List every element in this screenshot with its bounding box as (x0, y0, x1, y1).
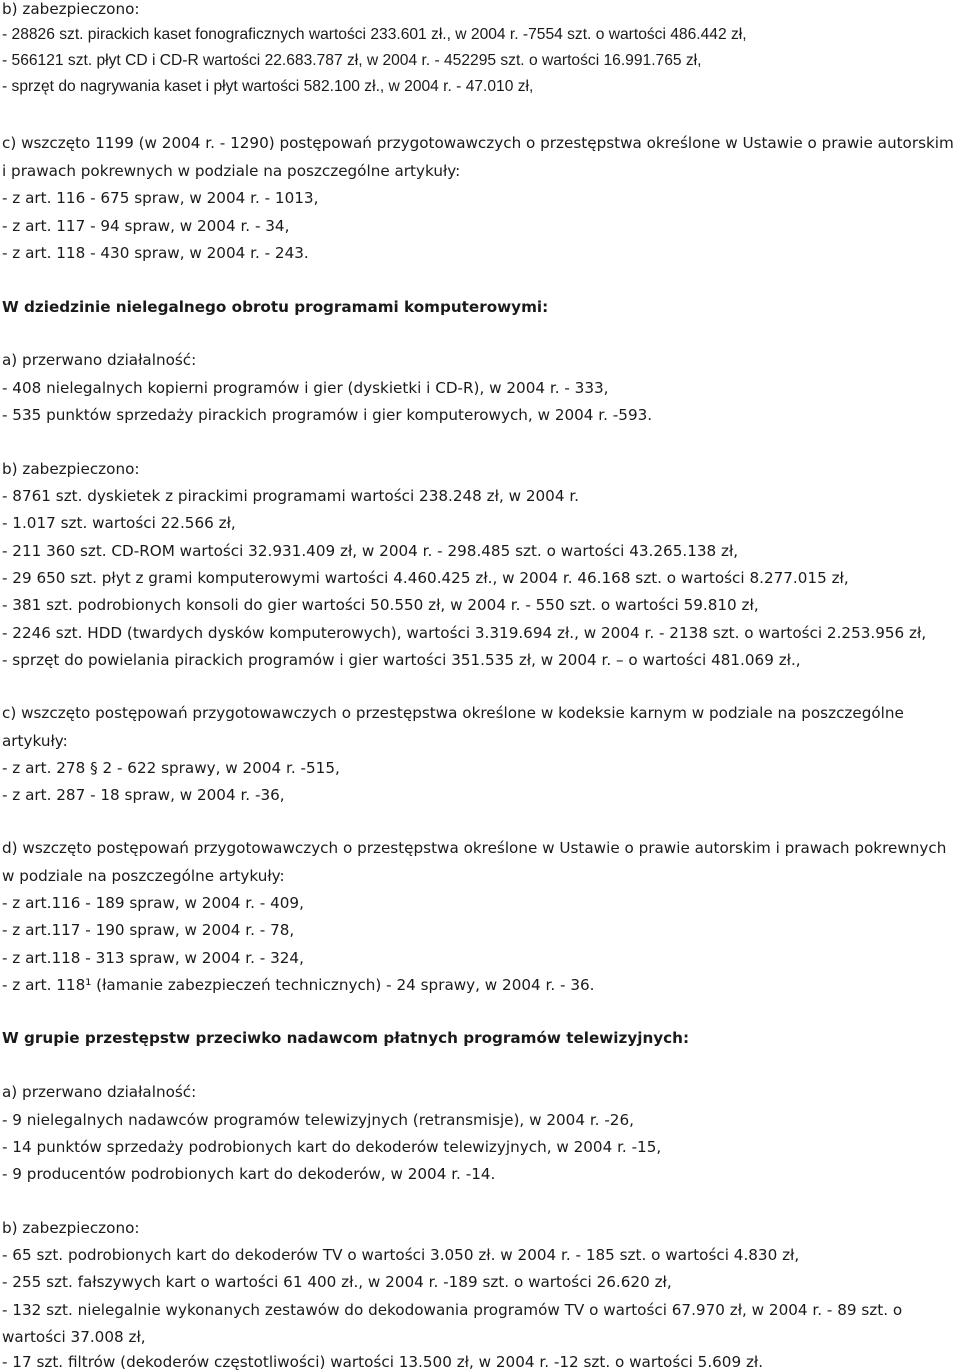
text-line: - 381 szt. podrobionych konsoli do gier wartości 50.550 zł, w 2004 r. - 550 szt. o wartości 59.810 zł, (2, 596, 759, 614)
text-line: - 2246 szt. HDD (twardych dysków komputerowych), wartości 3.319.694 zł., w 2004 r. - 2138 szt. o wartości 2.253.956 zł, (2, 624, 927, 642)
text-line: wartości 37.008 zł, (2, 1328, 146, 1346)
text-line: - 255 szt. fałszywych kart o wartości 61 400 zł., w 2004 r. -189 szt. o wartości 26.620 zł, (2, 1273, 672, 1291)
text-line: - 1.017 szt. wartości 22.566 zł, (2, 514, 236, 532)
text-line: - z art.118 - 313 spraw, w 2004 r. - 324, (2, 949, 304, 967)
text-line: - 14 punktów sprzedaży podrobionych kart do dekoderów telewizyjnych, w 2004 r. -15, (2, 1138, 662, 1156)
text-line: d) wszczęto postępowań przygotowawczych o przestępstwa określone w Ustawie o prawie autorskim i prawach pokrewnych (2, 839, 947, 857)
text-line: b) zabezpieczono: (2, 0, 140, 18)
text-line: - z art.116 - 189 spraw, w 2004 r. - 409, (2, 894, 304, 912)
text-line: - 65 szt. podrobionych kart do dekoderów TV o wartości 3.050 zł. w 2004 r. - 185 szt. o wartości 4.830 zł, (2, 1246, 800, 1264)
section-heading: W grupie przestępstw przeciwko nadawcom płatnych programów telewizyjnych: (2, 1029, 690, 1047)
text-line: - z art. 117 - 94 spraw, w 2004 r. - 34, (2, 217, 290, 235)
text-line: i prawach pokrewnych w podziale na poszczególne artykuły: (2, 162, 461, 180)
section-heading: W dziedzinie nielegalnego obrotu programami komputerowymi: (2, 298, 549, 316)
text-line: b) zabezpieczono: (2, 460, 140, 478)
text-line: b) zabezpieczono: (2, 1219, 140, 1237)
text-line: - sprzęt do powielania pirackich programów i gier wartości 351.535 zł, w 2004 r. – o wartości 481.069 zł., (2, 651, 801, 669)
text-line: c) wszczęto 1199 (w 2004 r. - 1290) postępowań przygotowawczych o przestępstwa określone w Ustawie o prawie autorskim (2, 134, 954, 152)
text-line: - 29 650 szt. płyt z grami komputerowymi wartości 4.460.425 zł., w 2004 r. 46.168 szt. o wartości 8.277.015 zł, (2, 569, 849, 587)
text-line: - z art.117 - 190 spraw, w 2004 r. - 78, (2, 921, 295, 939)
text-line: a) przerwano działalność: (2, 351, 197, 369)
text-line: - z art. 118 - 430 spraw, w 2004 r. - 243. (2, 244, 309, 262)
text-line: - 8761 szt. dyskietek z pirackimi programami wartości 238.248 zł, w 2004 r. (2, 487, 580, 505)
text-line: - 566121 szt. płyt CD i CD-R wartości 22.683.787 zł, w 2004 r. - 452295 szt. o wartości 16.991.765 zł, (2, 52, 702, 69)
text-line: - 28826 szt. pirackich kaset fonograficznych wartości 233.601 zł., w 2004 r. -7554 szt. o wartości 486.442 zł, (2, 26, 747, 43)
text-line: - z art. 116 - 675 spraw, w 2004 r. - 1013, (2, 189, 319, 207)
text-line: - 132 szt. nielegalnie wykonanych zestawów do dekodowania programów TV o wartości 67.970 zł, w 2004 r. - 89 szt. o (2, 1301, 903, 1319)
text-line: - 535 punktów sprzedaży pirackich programów i gier komputerowych, w 2004 r. -593. (2, 406, 653, 424)
text-line: a) przerwano działalność: (2, 1083, 197, 1101)
text-line: - 211 360 szt. CD-ROM wartości 32.931.409 zł, w 2004 r. - 298.485 szt. o wartości 43.265.138 zł, (2, 542, 739, 560)
text-line: w podziale na poszczególne artykuły: (2, 867, 285, 885)
text-line: - z art. 287 - 18 spraw, w 2004 r. -36, (2, 786, 285, 804)
text-line: - z art. 278 § 2 - 622 sprawy, w 2004 r. -515, (2, 759, 340, 777)
text-line: - 9 producentów podrobionych kart do dekoderów, w 2004 r. -14. (2, 1165, 496, 1183)
text-line: - z art. 118¹ (łamanie zabezpieczeń technicznych) - 24 sprawy, w 2004 r. - 36. (2, 976, 595, 994)
text-line: artykuły: (2, 732, 68, 750)
text-line: - 9 nielegalnych nadawców programów telewizyjnych (retransmisje), w 2004 r. -26, (2, 1111, 634, 1129)
text-line: c) wszczęto postępowań przygotowawczych o przestępstwa określone w kodeksie karnym w podziale na poszczególne (2, 704, 904, 722)
text-line: - 17 szt. filtrów (dekoderów częstotliwości) wartości 13.500 zł, w 2004 r. -12 szt. o wartości 5.609 zł. (2, 1353, 764, 1371)
text-line: - sprzęt do nagrywania kaset i płyt wartości 582.100 zł., w 2004 r. - 47.010 zł, (2, 78, 534, 95)
text-line: - 408 nielegalnych kopierni programów i gier (dyskietki i CD-R), w 2004 r. - 333, (2, 379, 609, 397)
